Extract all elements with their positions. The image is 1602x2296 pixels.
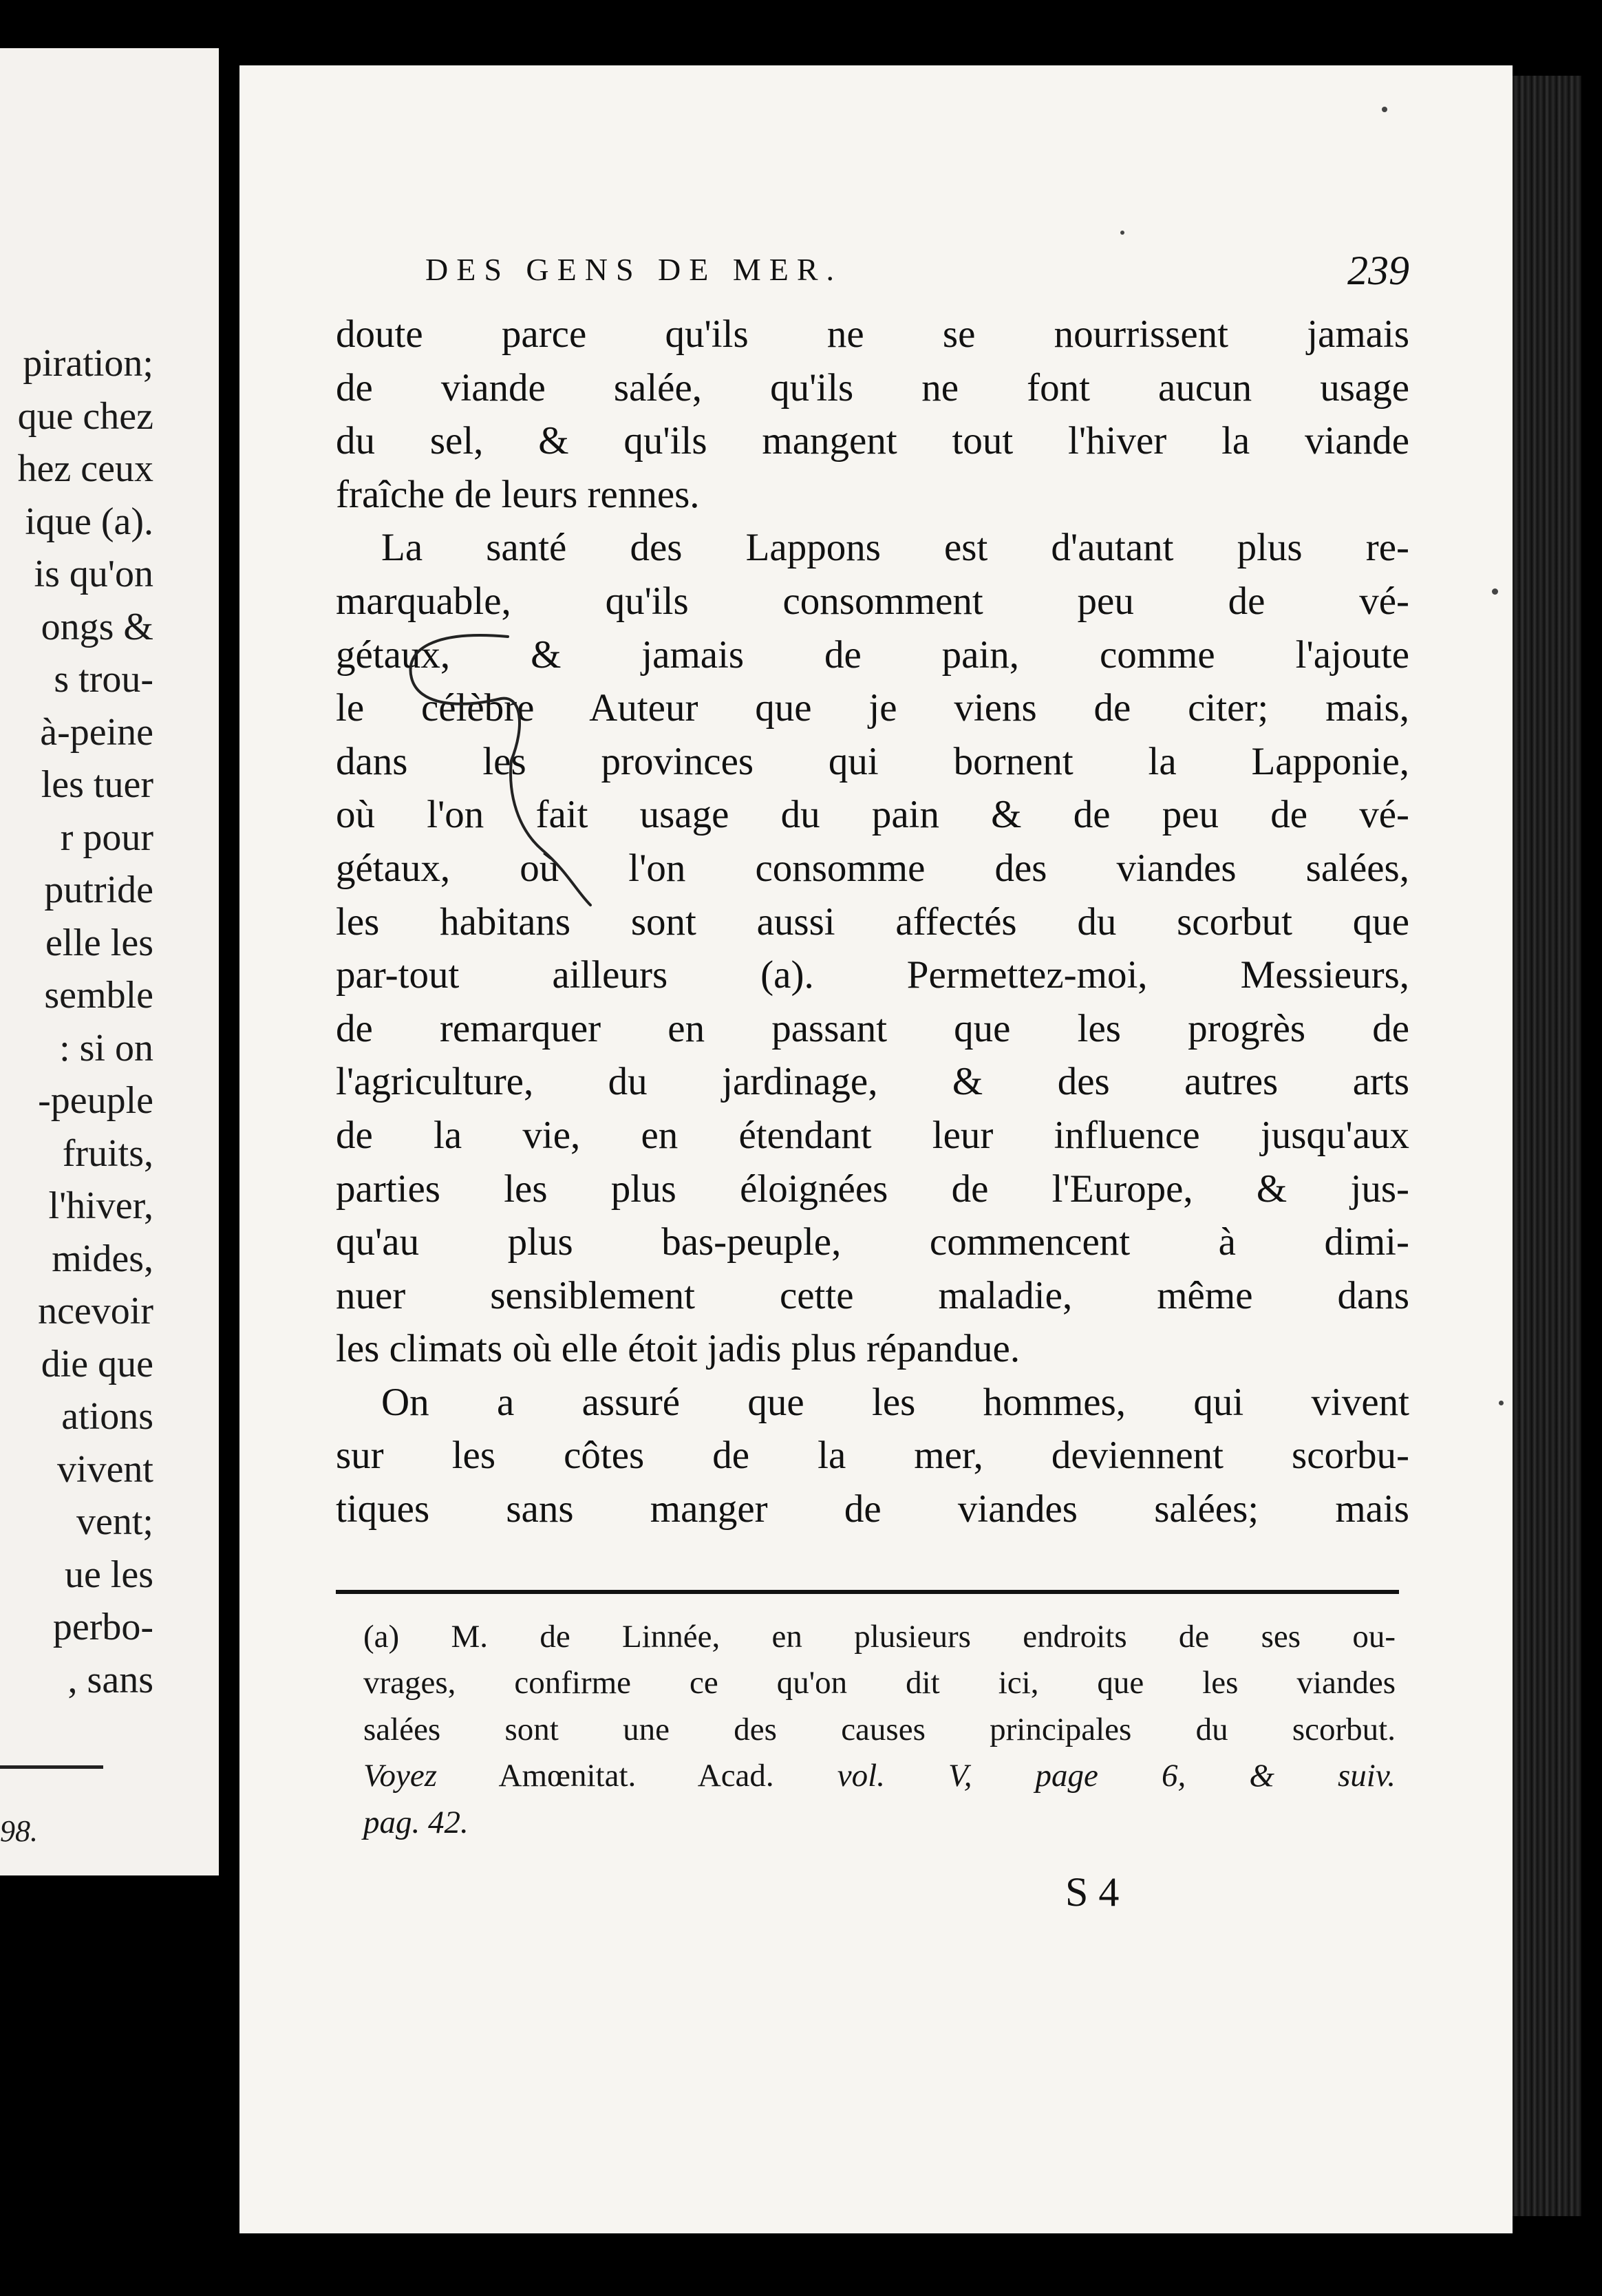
body-line: fraîche de leurs rennes.	[336, 472, 700, 516]
body-line: gétaux, & jamais de pain, comme l'ajoute	[336, 633, 1409, 677]
body-line: parties les plus éloignées de l'Europe, & jus-	[336, 1167, 1409, 1211]
left-footnote-rule	[0, 1765, 103, 1769]
left-line: fruits,	[62, 1131, 153, 1175]
body-line: l'agriculture, du jardinage, & des autres arts	[336, 1060, 1409, 1104]
body-line: où l'on fait usage du pain & de peu de vé-	[336, 793, 1409, 837]
running-title: DES GENS DE MER.	[425, 252, 843, 287]
body-line: les climats où elle étoit jadis plus répandue.	[336, 1327, 1021, 1371]
handwritten-margin-mark	[405, 623, 611, 919]
left-line: piration;	[23, 342, 153, 385]
body-line: de viande salée, qu'ils ne font aucun usage	[336, 365, 1409, 410]
left-line: hez ceux	[17, 447, 153, 490]
page-number: 239	[1347, 248, 1409, 293]
footnote-line: salées sont une des causes principales du scorbut.	[363, 1711, 1396, 1747]
left-line: l'hiver,	[48, 1184, 153, 1227]
left-line: vivent	[57, 1447, 153, 1491]
left-line: que chez	[17, 394, 153, 438]
footnote-rule	[336, 1590, 1399, 1594]
body-line: le célèbre Auteur que je viens de citer; mais,	[336, 686, 1409, 730]
body-text	[336, 308, 1409, 1536]
left-line: s trou-	[54, 658, 153, 701]
body-line: gétaux, où l'on consomme des viandes salées,	[336, 846, 1409, 890]
left-line: putride	[44, 869, 153, 911]
left-line: is qu'on	[34, 553, 153, 595]
left-page-text	[0, 337, 153, 1706]
body-line: marquable, qu'ils consomment peu de vé-	[336, 579, 1409, 623]
body-line: sur les côtes de la mer, deviennent scorbu-	[336, 1434, 1409, 1478]
page-content	[336, 65, 1409, 2233]
footnote-line: (a) M. de Linnée, en plusieurs endroits de ses ou-	[363, 1619, 1396, 1655]
footnote-text-italic: Voyez	[363, 1758, 438, 1794]
left-line: à-peine	[40, 710, 153, 754]
left-facing-page	[0, 48, 219, 1875]
left-footnote-fragment: 98.	[0, 1814, 38, 1848]
left-line: , sans	[67, 1658, 153, 1701]
left-line: ue les	[64, 1553, 153, 1596]
left-line: : si on	[59, 1026, 153, 1070]
book-page	[239, 65, 1513, 2233]
body-line: tiques sans manger de viandes salées; mais	[336, 1487, 1409, 1531]
body-line: qu'au plus bas-peuple, commencent à dimi-	[336, 1220, 1409, 1264]
printer-signature-mark: S 4	[1065, 1869, 1120, 1915]
footnote-text: Amœnitat. Acad.	[437, 1758, 837, 1794]
left-line: elle les	[45, 921, 153, 964]
left-line: r pour	[60, 816, 153, 859]
footnote-line: vrages, confirme ce qu'on dit ici, que les viandes	[363, 1665, 1396, 1701]
body-line: La santé des Lappons est d'autant plus re-	[381, 526, 1409, 570]
footnote	[363, 1614, 1396, 1846]
body-line: dans les provinces qui bornent la Lapponie,	[336, 739, 1409, 783]
left-line: mides,	[52, 1237, 153, 1280]
body-line: doute parce qu'ils ne se nourrissent jamais	[336, 312, 1409, 356]
left-line: vent;	[76, 1500, 153, 1543]
left-line: ique (a).	[25, 500, 153, 543]
left-line: -peuple	[38, 1079, 153, 1122]
left-line: ongs &	[41, 605, 153, 648]
footnote-line	[363, 1753, 1396, 1799]
dust-speck	[1499, 1401, 1504, 1405]
body-line: nuer sensiblement cette maladie, même dans	[336, 1273, 1409, 1317]
body-line: du sel, & qu'ils mangent tout l'hiver la viande	[336, 419, 1409, 463]
left-line: ncevoir	[38, 1290, 153, 1332]
left-line: les tuer	[41, 763, 153, 806]
left-line: die que	[41, 1342, 153, 1385]
left-line: semble	[44, 974, 153, 1017]
running-head	[336, 248, 1409, 299]
book-fore-edge	[1513, 76, 1581, 2216]
footnote-text-italic: vol. V, page 6, & suiv.	[837, 1758, 1396, 1794]
left-line: ations	[61, 1395, 153, 1438]
dust-speck	[1492, 588, 1498, 595]
body-line: les habitans sont aussi affectés du scorbut que	[336, 900, 1409, 944]
body-line: de la vie, en étendant leur influence jusqu'aux	[336, 1113, 1409, 1157]
body-line: de remarquer en passant que les progrès de	[336, 1006, 1409, 1050]
left-line: perbo-	[52, 1606, 153, 1648]
body-line: par-tout ailleurs (a). Permettez-moi, Messieurs,	[336, 953, 1409, 997]
footnote-line: pag. 42.	[363, 1804, 469, 1840]
body-line: On a assuré que les hommes, qui vivent	[381, 1380, 1409, 1424]
